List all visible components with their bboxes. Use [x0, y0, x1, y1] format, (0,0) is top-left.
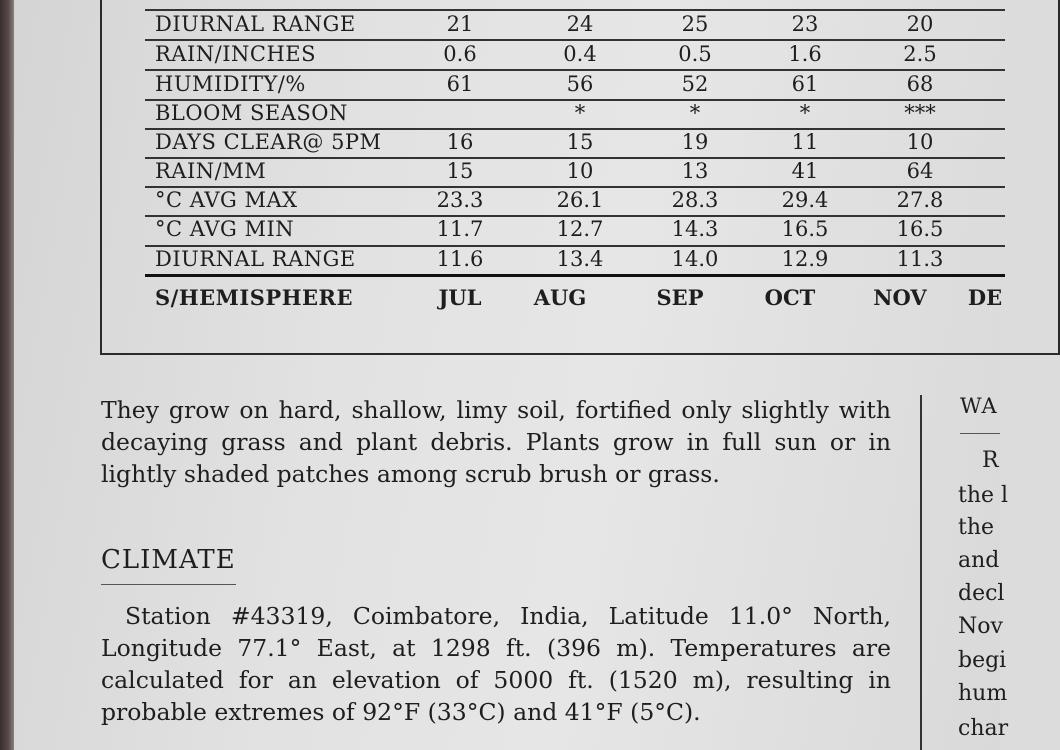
table-cell: 23.3	[436, 188, 484, 212]
table-cell: 10	[566, 159, 594, 183]
table-cell: 12.9	[781, 247, 829, 271]
table-cell: 28.3	[671, 188, 719, 212]
table-cell: 11.6	[436, 247, 484, 271]
month-header: JUL	[438, 285, 482, 310]
table-cell: 25	[681, 12, 709, 36]
table-cell: 15	[566, 130, 594, 154]
table-cell: 23	[791, 12, 819, 36]
side-text-line: Nov	[958, 614, 1003, 639]
side-column-heading: WA	[960, 394, 998, 418]
month-header: SEP	[656, 285, 704, 310]
side-text-line: char	[958, 716, 1009, 741]
table-row	[145, 217, 1045, 245]
table-cell: 24	[566, 12, 594, 36]
table-cell: 68	[906, 72, 934, 96]
book-binding	[0, 0, 14, 750]
hemisphere-label: S/HEMISPHERE	[155, 285, 354, 310]
table-cell: 15	[446, 159, 474, 183]
row-label: HUMIDITY/%	[155, 72, 306, 96]
table-cell: 13.4	[556, 247, 604, 271]
table-row	[145, 42, 1045, 70]
table-cell: 0.4	[563, 42, 597, 66]
table-cell: 20	[906, 12, 934, 36]
side-text-line: and	[958, 548, 1000, 573]
table-row	[145, 188, 1045, 216]
side-text-line: hum	[958, 681, 1008, 706]
table-cell: 64	[906, 159, 934, 183]
table-cell: 0.5	[678, 42, 712, 66]
side-text-line: begi	[958, 648, 1007, 673]
table-row	[145, 130, 1045, 158]
table-cell: 16	[446, 130, 474, 154]
side-text-line: R	[982, 448, 999, 473]
row-label: DIURNAL RANGE	[155, 247, 356, 271]
column-divider	[920, 395, 922, 750]
table-cell: 29.4	[781, 188, 829, 212]
table-cell: 27.8	[896, 188, 944, 212]
side-heading-underline	[960, 433, 1000, 434]
table-cell: 0.6	[443, 42, 477, 66]
table-cell: 61	[791, 72, 819, 96]
table-cell: 1.6	[788, 42, 822, 66]
row-label: RAIN/INCHES	[155, 42, 316, 66]
table-cell: 2.5	[903, 42, 937, 66]
side-text-line: the	[958, 515, 995, 540]
table-row	[145, 72, 1045, 100]
table-cell: 13	[681, 159, 709, 183]
table-row	[145, 12, 1045, 40]
table-cell: 11.7	[436, 217, 484, 241]
month-header: NOV	[873, 285, 927, 310]
table-cell: 61	[446, 72, 474, 96]
month-header: OCT	[764, 285, 816, 310]
side-text-line: decl	[958, 581, 1005, 606]
table-cell: 12.7	[556, 217, 604, 241]
intro-paragraph: They grow on hard, shallow, limy soil, fortified only slightly with decaying grass and plant debris. Plants grow in full sun or in lightly shaded patches among scrub brush or grass.	[101, 396, 891, 488]
table-cell: 11.3	[896, 247, 944, 271]
table-cell: 16.5	[896, 217, 944, 241]
row-label: °C AVG MIN	[155, 217, 295, 241]
table-cell: *	[689, 101, 701, 125]
table-cell: 11	[791, 130, 819, 154]
side-text-line: the l	[958, 483, 1009, 508]
table-header-row	[145, 285, 1045, 313]
heading-underline	[101, 584, 236, 585]
table-row	[145, 247, 1045, 275]
table-cell: 52	[681, 72, 709, 96]
table-rule	[145, 9, 1005, 11]
table-cell: 19	[681, 130, 709, 154]
table-cell: *	[574, 101, 586, 125]
table-cell: *	[799, 101, 811, 125]
table-cell: 21	[446, 12, 474, 36]
table-row	[145, 159, 1045, 187]
table-cell: 41	[791, 159, 819, 183]
month-header: DE	[967, 285, 1003, 310]
month-header: AUG	[533, 285, 587, 310]
table-cell: 16.5	[781, 217, 829, 241]
table-cell: 10	[906, 130, 934, 154]
row-label: DIURNAL RANGE	[155, 12, 356, 36]
row-label: DAYS CLEAR@ 5PM	[155, 130, 382, 154]
climate-heading: CLIMATE	[101, 545, 236, 575]
climate-paragraph: Station #43319, Coimbatore, India, Latitude 11.0° North, Longitude 77.1° East, at 1298 ft. (396 m). Temperatures are calculated for an elevation of 5000 ft. (1520 m), resulting in probable extremes of 92°F (33°C) and 41°F (5°C).	[101, 602, 891, 726]
table-cell: 56	[566, 72, 594, 96]
row-label: RAIN/MM	[155, 159, 267, 183]
row-label: BLOOM SEASON	[155, 101, 348, 125]
table-cell: 26.1	[556, 188, 604, 212]
table-cell: ***	[904, 101, 936, 125]
table-row	[145, 101, 1045, 129]
table-cell: 14.0	[671, 247, 719, 271]
row-label: °C AVG MAX	[155, 188, 298, 212]
table-cell: 14.3	[671, 217, 719, 241]
